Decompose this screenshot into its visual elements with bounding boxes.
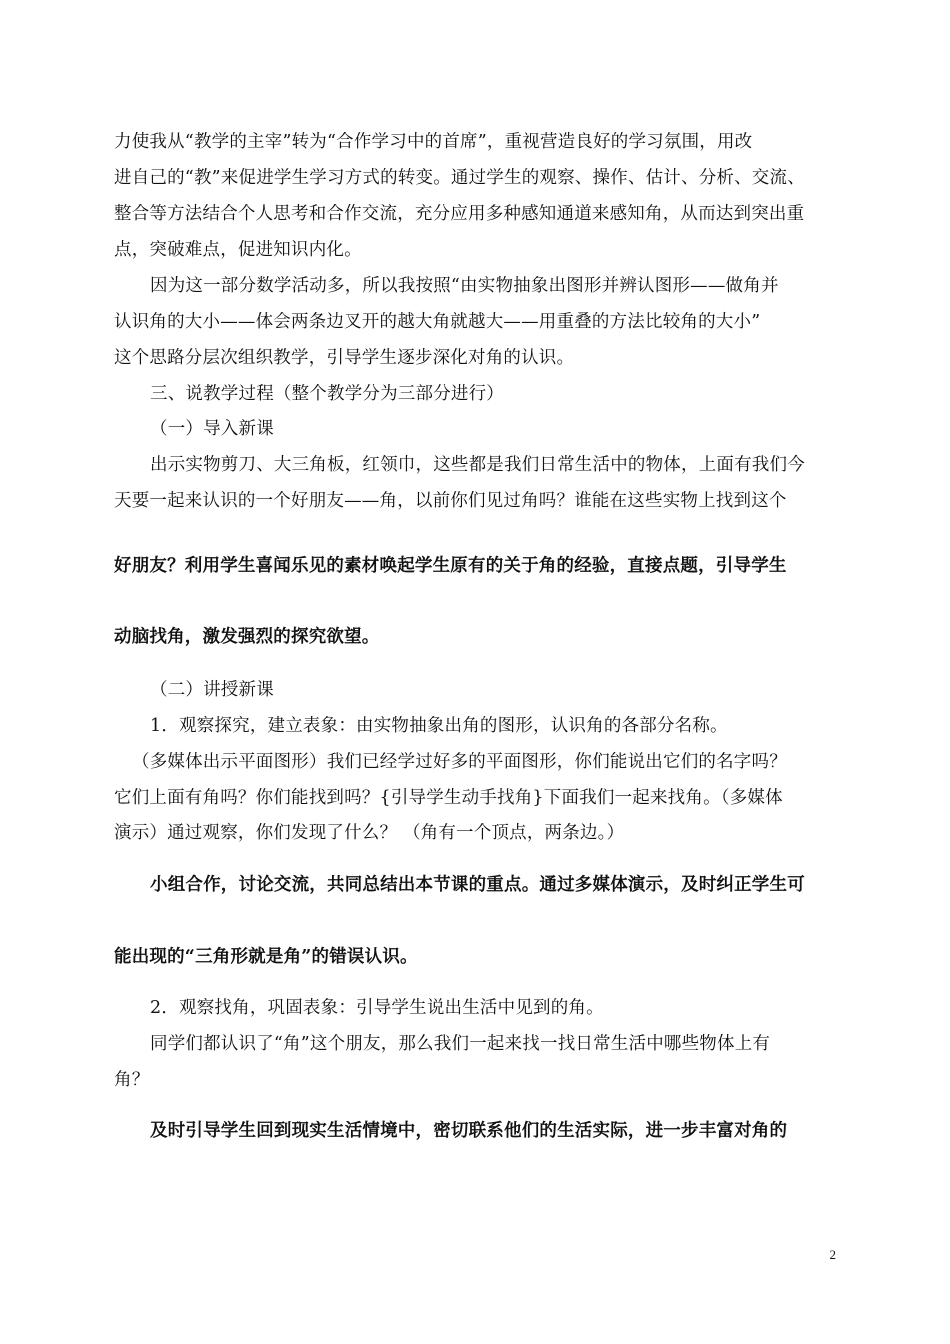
paragraph-line: 2．观察找角，巩固表象：引导学生说出生活中见到的角。 xyxy=(150,998,604,1018)
page-number: 2 xyxy=(829,1247,836,1262)
paragraph-line: 因为这一部分数学活动多，所以我按照“由实物抽象出图形并辨认图形——做角并 xyxy=(150,276,779,296)
paragraph-line: 小组合作，讨论交流，共同总结出本节课的重点。通过多媒体演示，及时纠正学生可 xyxy=(150,875,805,895)
paragraph-line: 出示实物剪刀、大三角板，红领巾，这些都是我们日常生活中的物体，上面有我们今 xyxy=(150,455,805,475)
paragraph-line: 同学们都认识了“角”这个朋友，那么我们一起来找一找日常生活中哪些物体上有 xyxy=(150,1034,771,1054)
paragraph-line: 认识角的大小——体会两条边叉开的越大角就越大——用重叠的方法比较角的大小” xyxy=(114,312,761,332)
subsection-heading: （一）导入新课 xyxy=(150,419,274,439)
paragraph-line: 好朋友？利用学生喜闻乐见的素材唤起学生原有的关于角的经验，直接点题，引导学生 xyxy=(114,556,787,576)
subsection-heading: （二）讲授新课 xyxy=(150,680,274,700)
paragraph-line: 它们上面有角吗？你们能找到吗？{引导学生动手找角}下面我们一起来找角。（多媒体 xyxy=(114,788,783,808)
paragraph-line: （多媒体出示平面图形）我们已经学过好多的平面图形，你们能说出它们的名字吗？ xyxy=(132,752,787,772)
paragraph-line: 演示）通过观察，你们发现了什么？ （角有一个顶点，两条边。） xyxy=(114,823,625,843)
paragraph-line: 角？ xyxy=(114,1070,150,1090)
paragraph-line: 及时引导学生回到现实生活情境中，密切联系他们的生活实际，进一步丰富对角的 xyxy=(150,1121,788,1141)
paragraph-line: 天要一起来认识的一个好朋友——角，以前你们见过角吗？谁能在这些实物上找到这个 xyxy=(114,491,787,511)
paragraph-line: 点，突破难点，促进知识内化。 xyxy=(114,240,362,260)
paragraph-line: 这个思路分层次组织教学，引导学生逐步深化对角的认识。 xyxy=(114,348,575,368)
paragraph-line: 动脑找角，激发强烈的探究欲望。 xyxy=(114,627,380,647)
paragraph-line: 整合等方法结合个人思考和合作交流，充分应用多种感知通道来感知角，从而达到突出重 xyxy=(114,204,805,224)
paragraph-line: 力使我从“教学的主宰”转为“合作学习中的首席”，重视营造良好的学习氛围，用改 xyxy=(114,132,753,152)
section-heading: 三、说教学过程（整个教学分为三部分进行） xyxy=(150,384,504,404)
paragraph-line: 能出现的“三角形就是角”的错误认识。 xyxy=(114,947,418,967)
paragraph-line: 进自己的“教”来促进学生学习方式的转变。通过学生的观察、操作、估计、分析、交流、 xyxy=(114,168,805,188)
paragraph-line: 1．观察探究，建立表象：由实物抽象出角的图形，认识角的各部分名称。 xyxy=(150,716,728,736)
